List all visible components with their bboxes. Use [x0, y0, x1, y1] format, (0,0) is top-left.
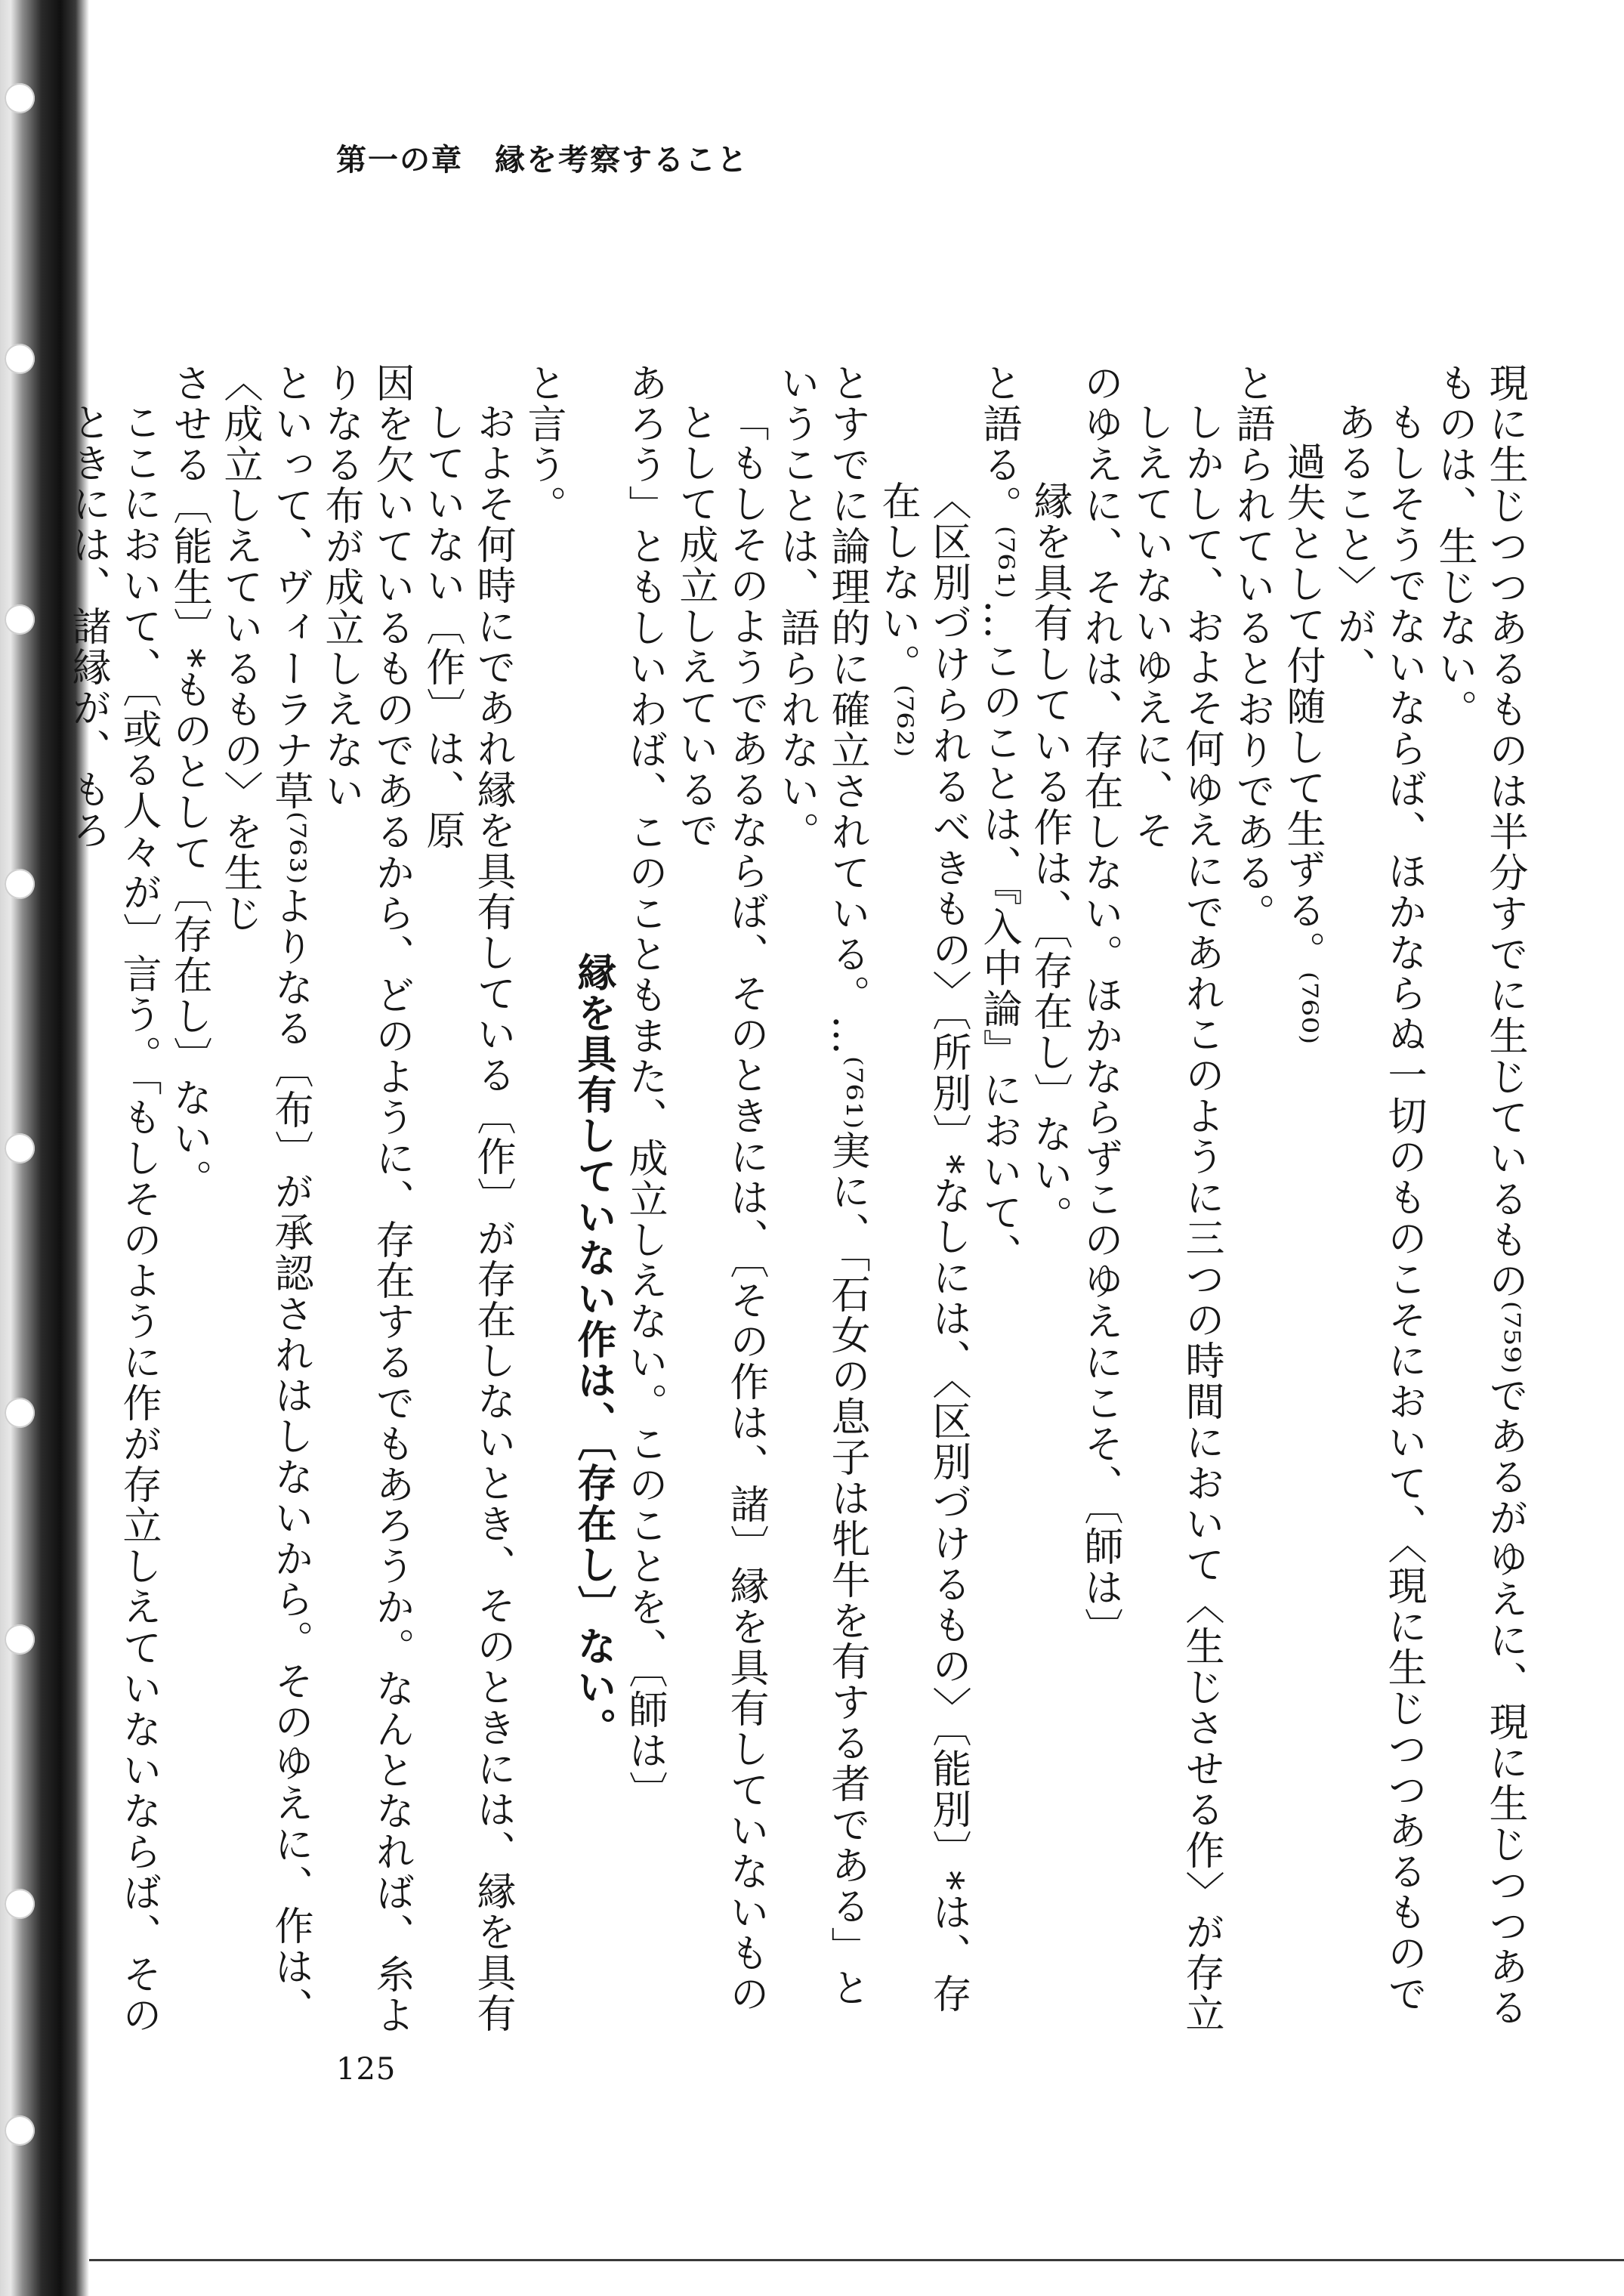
text-line: と語られているとおりである。	[1229, 363, 1274, 934]
text-line: あろう」ともしいわば、このこともまた、成立しえない。このことを、〔師は〕	[622, 363, 667, 1812]
quoted-verse: 〈区別づけられるべきもの〉〔所別〕*なしには、〈区別づけるもの〉〔能別〕*は、存在しない。⁽⁷⁶²⁾	[875, 481, 971, 2014]
text-line: といって、ヴィーラナ草⁽⁷⁶³⁾よりなる〔布〕が承認されはしないから。そのゆえに、作は、〈成立しえているもの〉を生じ	[217, 363, 313, 2029]
text-line: 因を欠いているものであるから、どのように、存在するでもあろうか。なんとなれば、糸よりなる布が成立しえない	[318, 363, 414, 2035]
vertical-body-text	[65, 363, 1530, 2040]
punch-hole	[5, 1889, 35, 1919]
page-bottom-edge	[89, 2259, 1624, 2261]
punch-hole	[5, 1624, 35, 1655]
text-line: およそ何時にであれ縁を具有している〔作〕が存在しないとき、そのときには、縁を具有していない〔作〕は、原	[419, 402, 515, 2034]
page-number: 125	[336, 2052, 397, 2087]
punch-hole	[5, 1133, 35, 1163]
text-line: しかして、およそ何ゆえにであれこのように三つの時間において〈生じさせる作〉が存立しえていないゆえに、そ	[1128, 402, 1224, 2034]
text-line: 過失として付随して生ずる。⁽⁷⁶⁰⁾	[1280, 441, 1325, 1046]
text-line: と語る。⁽⁷⁶¹⁾…このことは、『入中論』において、	[976, 363, 1021, 1275]
text-line: させる〔能生〕*ものとして〔存在し〕ない。	[166, 363, 211, 1200]
punch-hole	[5, 83, 35, 113]
punch-hole	[5, 1398, 35, 1428]
quoted-verse: 縁を具有している作は、〔存在し〕ない。	[1027, 481, 1072, 1236]
punch-hole	[5, 2115, 35, 2146]
text-line: 現に生じつつあるものは半分すでに生じているもの⁽⁷⁵⁹⁾であるがゆえに、現に生じつつあるものは、生じない。	[1431, 363, 1527, 2029]
punch-hole	[5, 869, 35, 899]
bold-verse: 縁を具有していない作は、〔存在し〕ない。	[570, 952, 616, 1748]
text-line: もしそうでないならば、ほかならぬ一切のものこそにおいて、〈現に生じつつあるものであること〉が、	[1330, 402, 1426, 2014]
text-line: ここにおいて、〔或る人々が〕言う。「もしそのように作が存立しえていないならば、そのときには、諸縁が、もろ	[65, 402, 161, 2035]
text-line: と言う。	[520, 363, 566, 526]
text-line: 「もしそのようであるならば、そのときには、〔その作は、諸〕縁を具有していないものとして成立しえているで	[672, 402, 768, 2014]
punch-hole	[5, 604, 35, 635]
text-line: のゆえに、それは、存在しない。ほかならずこのゆえにこそ、〔師は〕	[1077, 363, 1122, 1649]
punch-hole	[5, 344, 35, 374]
running-head: 第一の章 縁を考察すること	[336, 142, 749, 178]
text-line: とすでに論理的に確立されている。…⁽⁷⁶¹⁾実に、「石女の息子は牝牛を有する者である」ということは、語られない。	[773, 363, 869, 2009]
